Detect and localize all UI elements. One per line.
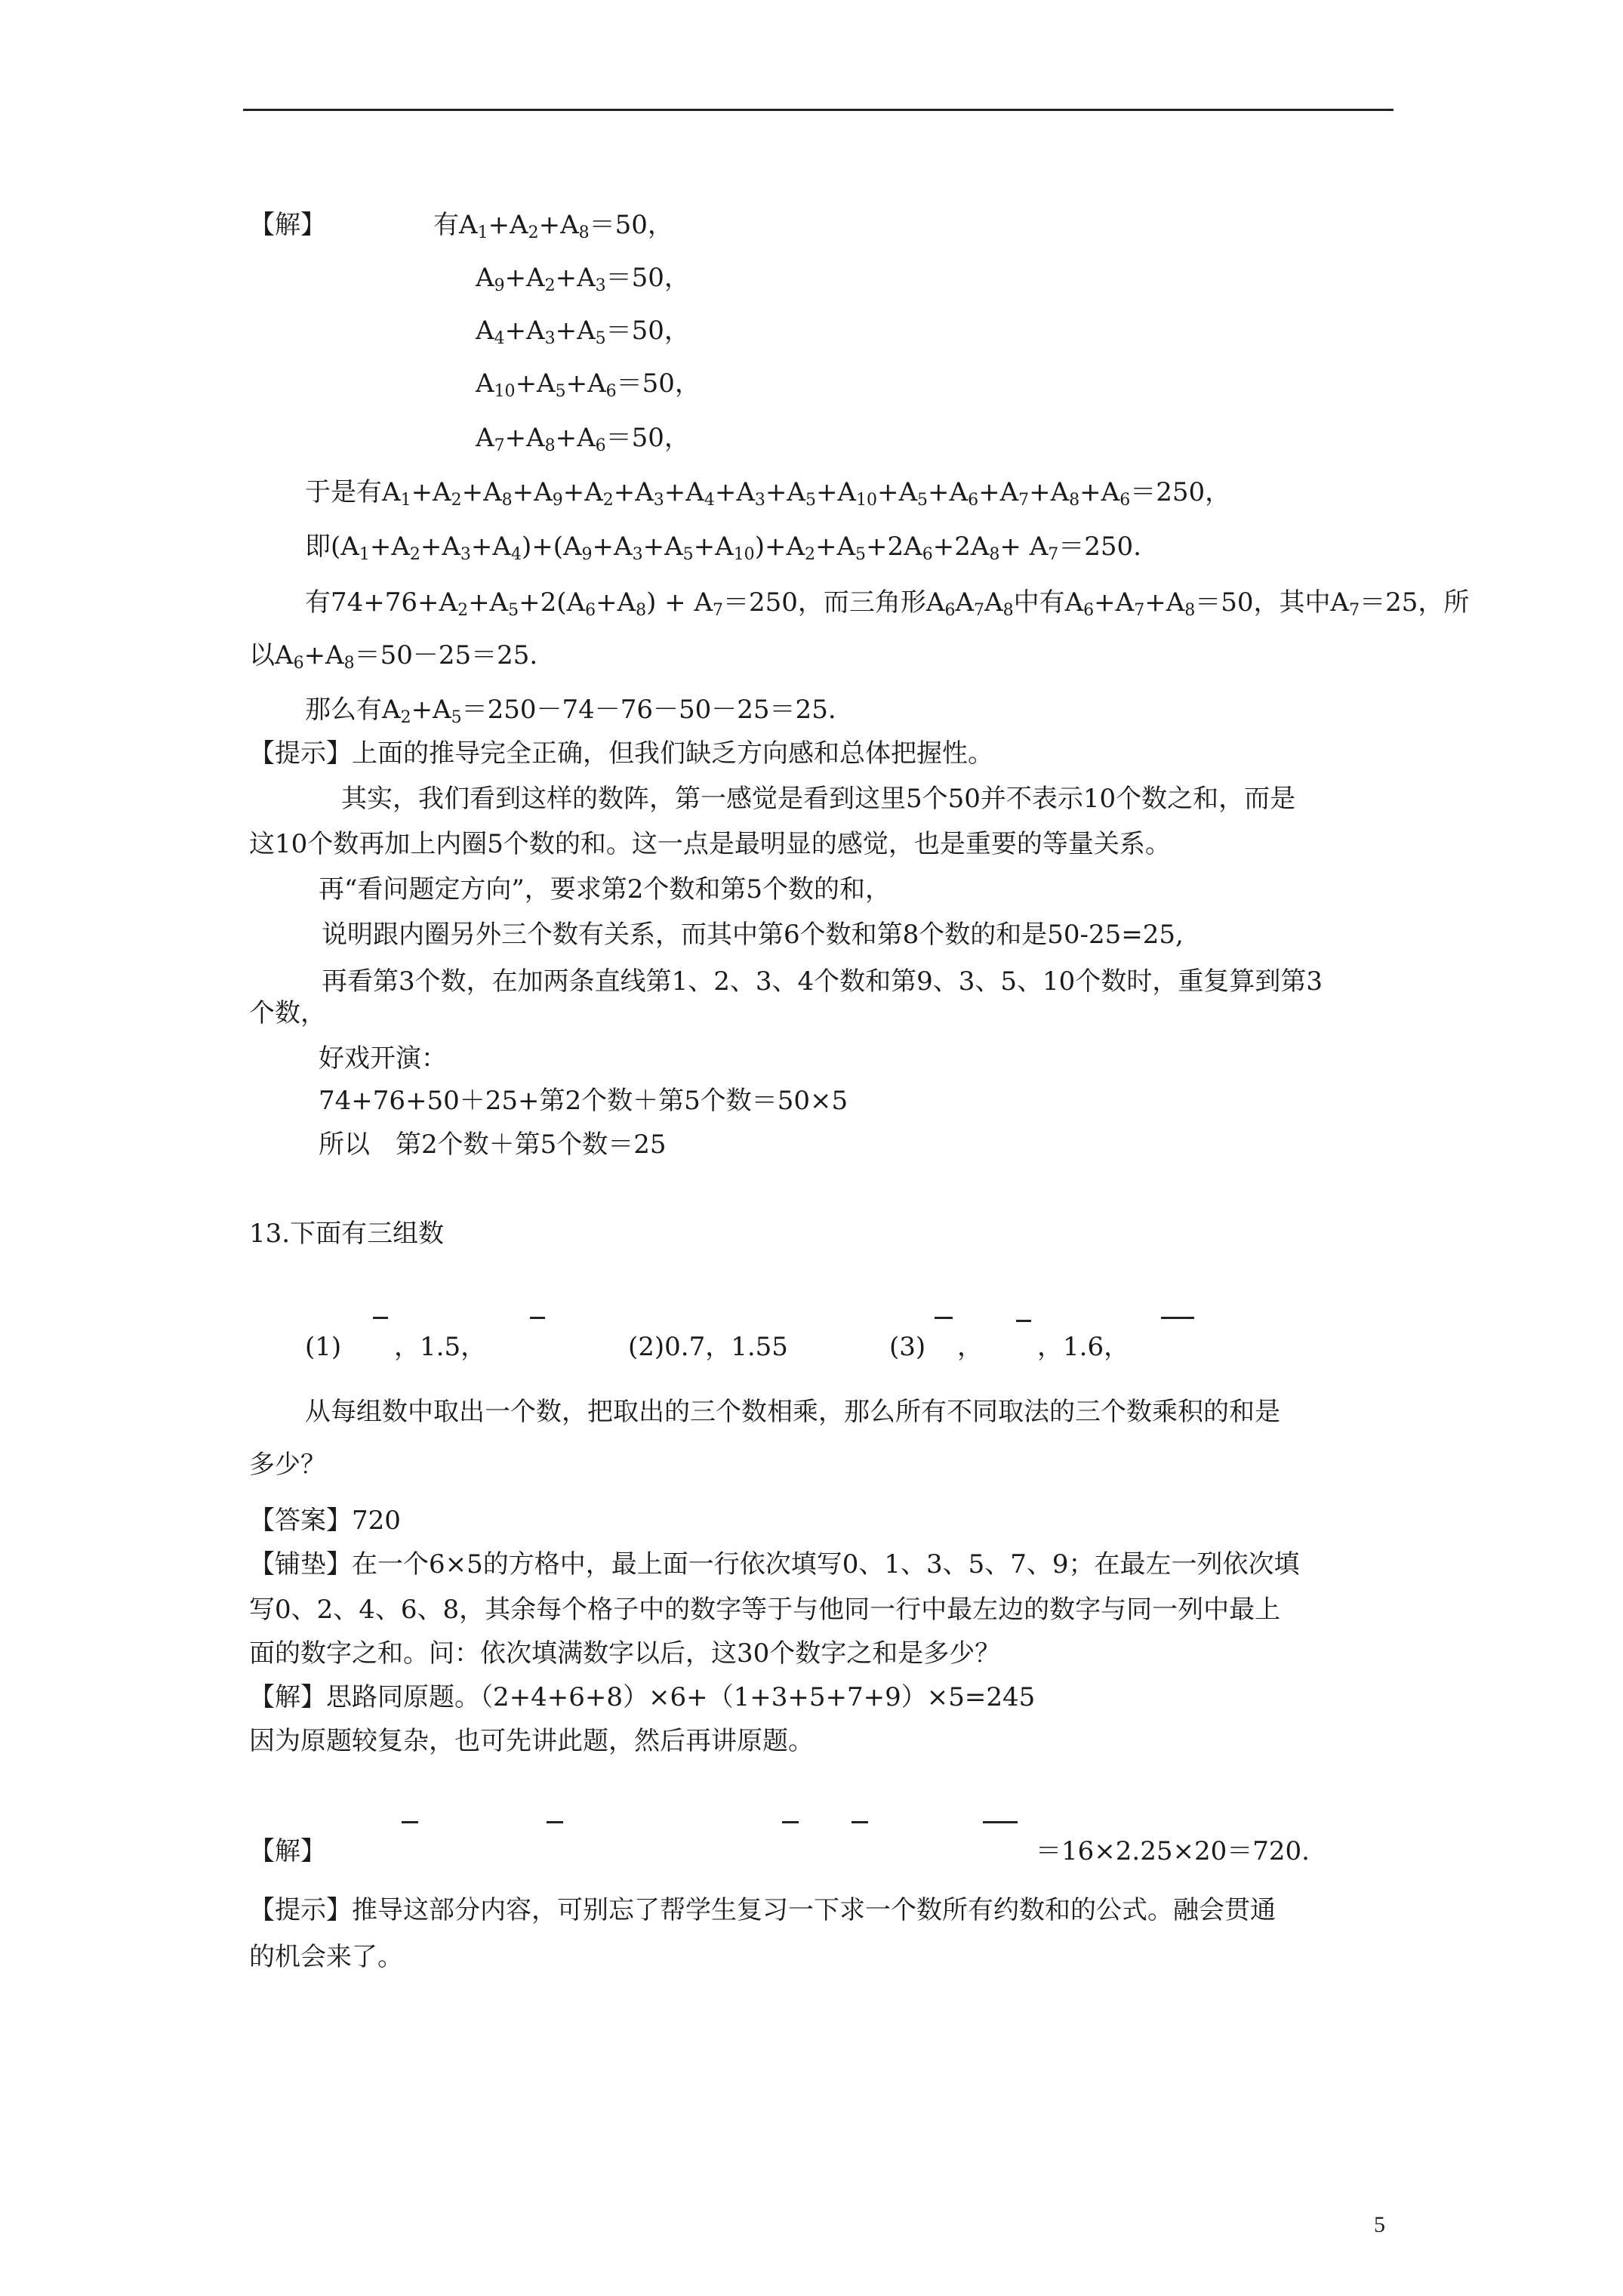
answer: 【答案】720 xyxy=(249,1505,401,1536)
fraction-bar xyxy=(935,1317,953,1319)
hint-1-line-9: 74+76+50＋25+第2个数＋第5个数＝50×5 xyxy=(319,1086,848,1116)
equation-5: $A_7+A_8+A_6=50$， xyxy=(476,423,690,455)
fraction-bar xyxy=(402,1821,418,1823)
solution-tag: 【解】 xyxy=(249,210,326,240)
hint-1-line-6: 再看第3个数，在加两条直线第1、2、3、4个数和第9、3、5、10个数时，重复算到第3 xyxy=(322,966,1323,997)
hint-1-line-3: 这10个数再加上内圈5个数的和。这一点是最明显的感觉，也是重要的等量关系。 xyxy=(249,829,1171,859)
hint-1-line-8: 好戏开演： xyxy=(319,1043,447,1074)
fraction-bar xyxy=(1016,1320,1031,1322)
equation-3: $A_4+A_3+A_5=50$， xyxy=(476,316,690,348)
group-1-values: ，1.5， xyxy=(394,1332,487,1362)
hint-1-line-2: 其实，我们看到这样的数阵，第一感觉是看到这里5个50并不表示10个数之和，而是 xyxy=(341,784,1296,814)
hint-2-line-2: 的机会来了。 xyxy=(249,1942,403,1972)
hint-1-line-5: 说明跟内圈另外三个数有关系，而其中第6个数和第8个数的和是50-25=25, xyxy=(322,920,1184,950)
page-number: 5 xyxy=(1374,2212,1385,2237)
solution-2-result: ＝16×2.25×20＝720. xyxy=(1036,1836,1310,1866)
problem-13-title: 13.下面有三组数 xyxy=(249,1219,445,1249)
derivation-line-3: 有$74+76+A_2+A_5+2(A_6+A_8) + A_7=250$，而三角形$A_6A_7A_8$中有$A_6+A_7+A_8=50$，其中$A_7=25$，所 xyxy=(305,587,1470,620)
group-3-label: (3) xyxy=(889,1332,926,1362)
equation-4: $A_{10}+A_5+A_6=50$， xyxy=(476,368,701,401)
fraction-bar xyxy=(983,1821,1018,1823)
pave-line-3: 面的数字之和。问：依次填满数字以后，这30个数字之和是多少？ xyxy=(249,1638,1001,1669)
pave-line-1: 【铺垫】在一个6×5的方格中，最上面一行依次填写0、1、3、5、7、9；在最左一列依次填 xyxy=(249,1549,1300,1579)
group-3-values-b: ，1.6， xyxy=(1037,1332,1130,1362)
group-2-values: (2)0.7，1.55 xyxy=(628,1332,788,1362)
fraction-bar xyxy=(547,1821,563,1823)
pave-line-2: 写0、2、4、6、8，其余每个格子中的数字等于与他同一行中最左边的数字与同一列中最上 xyxy=(249,1595,1281,1625)
hint-1-line-10: 所以 第2个数＋第5个数＝25 xyxy=(319,1130,667,1160)
header-rule xyxy=(243,109,1394,111)
hint-2-line-1: 【提示】推导这部分内容，可别忘了帮学生复习一下求一个数所有约数和的公式。融会贯通 xyxy=(249,1895,1276,1925)
fraction-bar xyxy=(852,1821,868,1823)
derivation-line-5: 那么有$A_2+A_5=250-74-76-50-25=25$. xyxy=(305,695,836,727)
hint-1-line-4: 再“看问题定方向”，要求第2个数和第5个数的和， xyxy=(319,874,892,905)
equation-2: $A_9+A_2+A_3=50$， xyxy=(476,263,690,295)
regroup-equation: 即$(A_1+A_2+A_3+A_4)+(A_9+A_3+A_5+A_{10})+A_2+A_5+2A_6+2A_8+ A_7=250$. xyxy=(305,532,1141,564)
equation-1: 有$A_1+A_2+A_8=50$， xyxy=(433,210,673,242)
hint-1-line-7: 个数， xyxy=(249,998,326,1028)
sum-equation: 于是有$A_1+A_2+A_8+A_9+A_2+A_3+A_4+A_3+A_5+A_{10}+A_5+A_6+A_7+A_8+A_6=250$， xyxy=(305,477,1231,510)
solution-2-tag: 【解】 xyxy=(249,1836,326,1866)
question-line-2: 多少？ xyxy=(249,1450,326,1480)
fraction-bar xyxy=(530,1317,545,1319)
fraction-bar xyxy=(1161,1317,1194,1319)
group-3-values-a: ， xyxy=(957,1332,983,1362)
hint-1-line-1: 【提示】上面的推导完全正确，但我们缺乏方向感和总体把握性。 xyxy=(249,738,993,769)
question-line-1: 从每组数中取出一个数，把取出的三个数相乘，那么所有不同取法的三个数乘积的和是 xyxy=(305,1397,1280,1427)
pave-line-5: 因为原题较复杂，也可先讲此题，然后再讲原题。 xyxy=(249,1726,814,1756)
fraction-bar xyxy=(782,1821,799,1823)
derivation-line-4: 以$A_6+A_8=50-25=25$. xyxy=(249,640,538,673)
fraction-bar xyxy=(373,1317,388,1319)
group-1-label: (1) xyxy=(305,1332,342,1362)
pave-line-4: 【解】思路同原题。（2+4+6+8）×6+（1+3+5+7+9）×5=245 xyxy=(249,1682,1036,1712)
